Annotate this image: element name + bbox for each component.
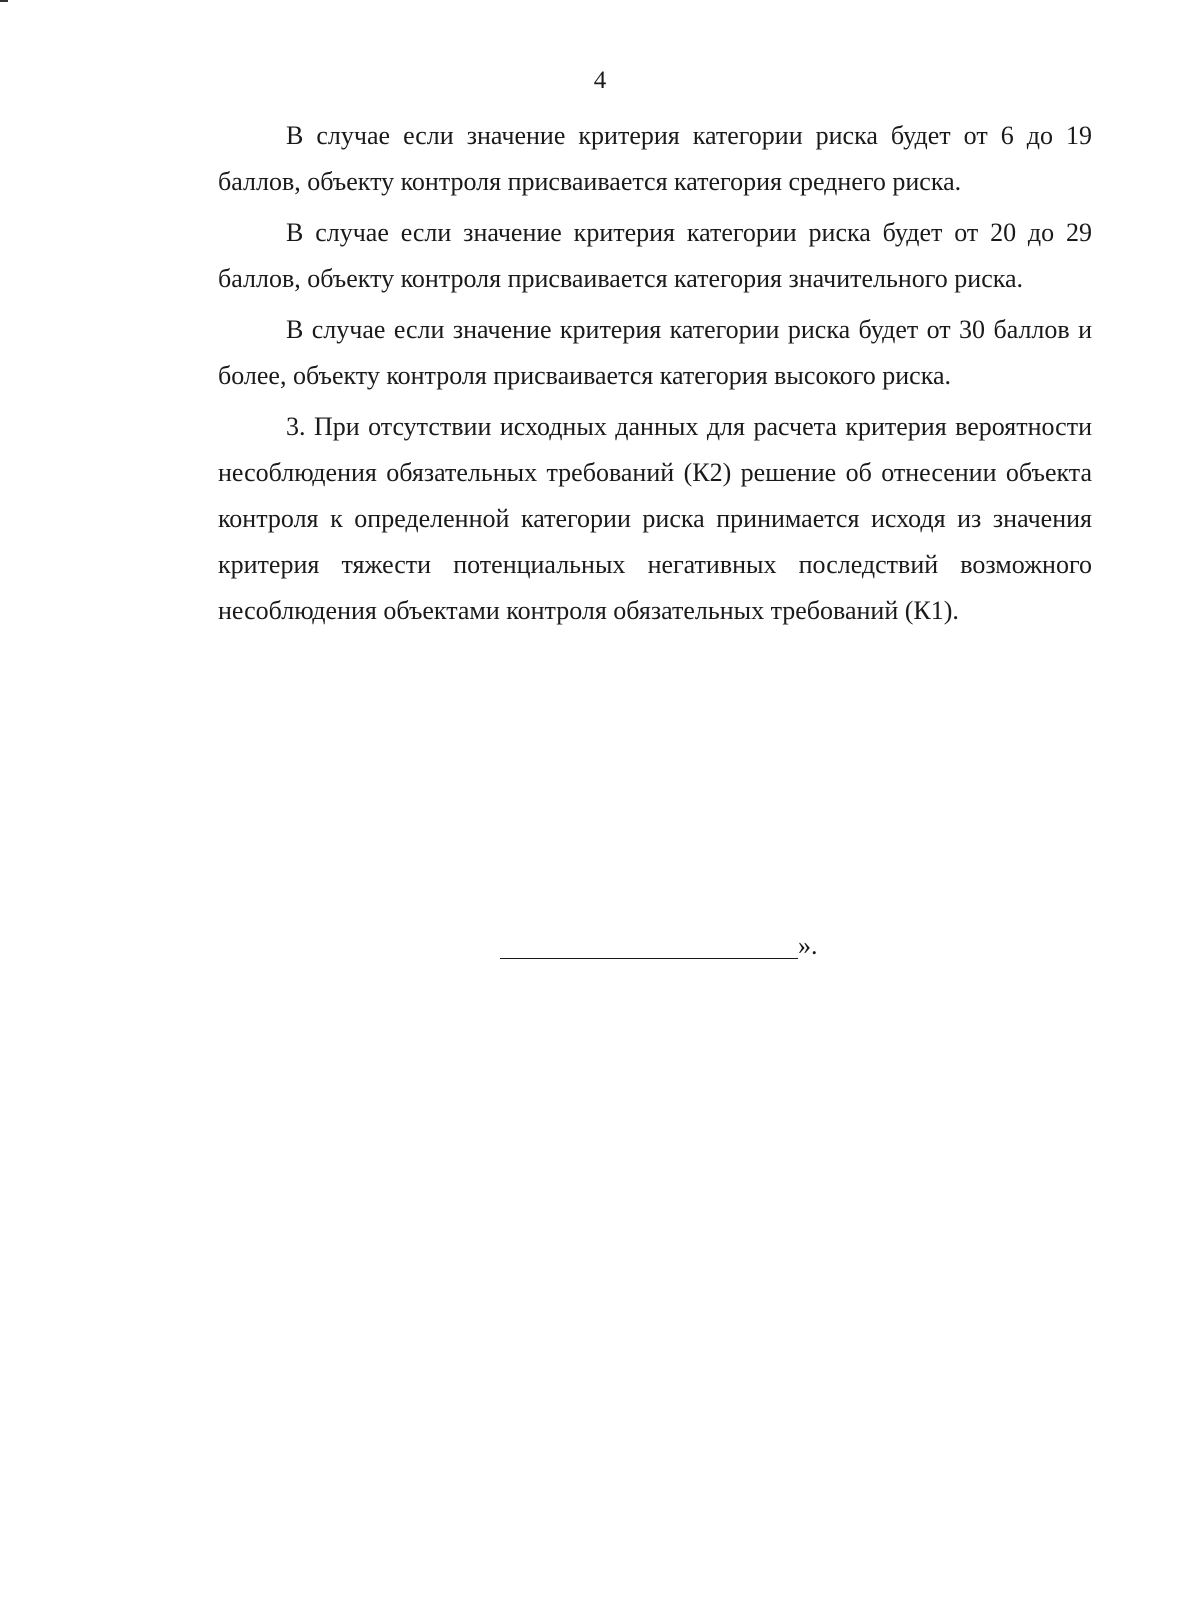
scan-corner-mark [0, 0, 8, 2]
paragraph-medium-risk: В случае если значение критерия категории риска будет от 6 до 19 баллов, объекту контроля присваивается категория среднего риска. [218, 121, 1092, 196]
closing-quote-mark: ». [798, 931, 818, 960]
closing-rule [500, 958, 798, 959]
document-body [218, 113, 1092, 639]
paragraph-significant-risk: В случае если значение критерия категории риска будет от 20 до 29 баллов, объекту контроля присваивается категория значительного риска. [218, 218, 1092, 293]
paragraph-high-risk: В случае если значение критерия категории риска будет от 30 баллов и более, объекту контроля присваивается категория высокого риска. [218, 315, 1092, 390]
page-number: 4 [593, 67, 607, 94]
closing-block [500, 928, 820, 968]
paragraph-item-3: 3. При отсутствии исходных данных для расчета критерия вероятности несоблюдения обязательных требований (К2) решение об отнесении объекта контроля к определенной категории риска принимается исходя из значения критерия тяжести потенциальных негативных последствий возможного несоблюдения объектами контроля обязательных требований (К1). [218, 412, 1092, 625]
